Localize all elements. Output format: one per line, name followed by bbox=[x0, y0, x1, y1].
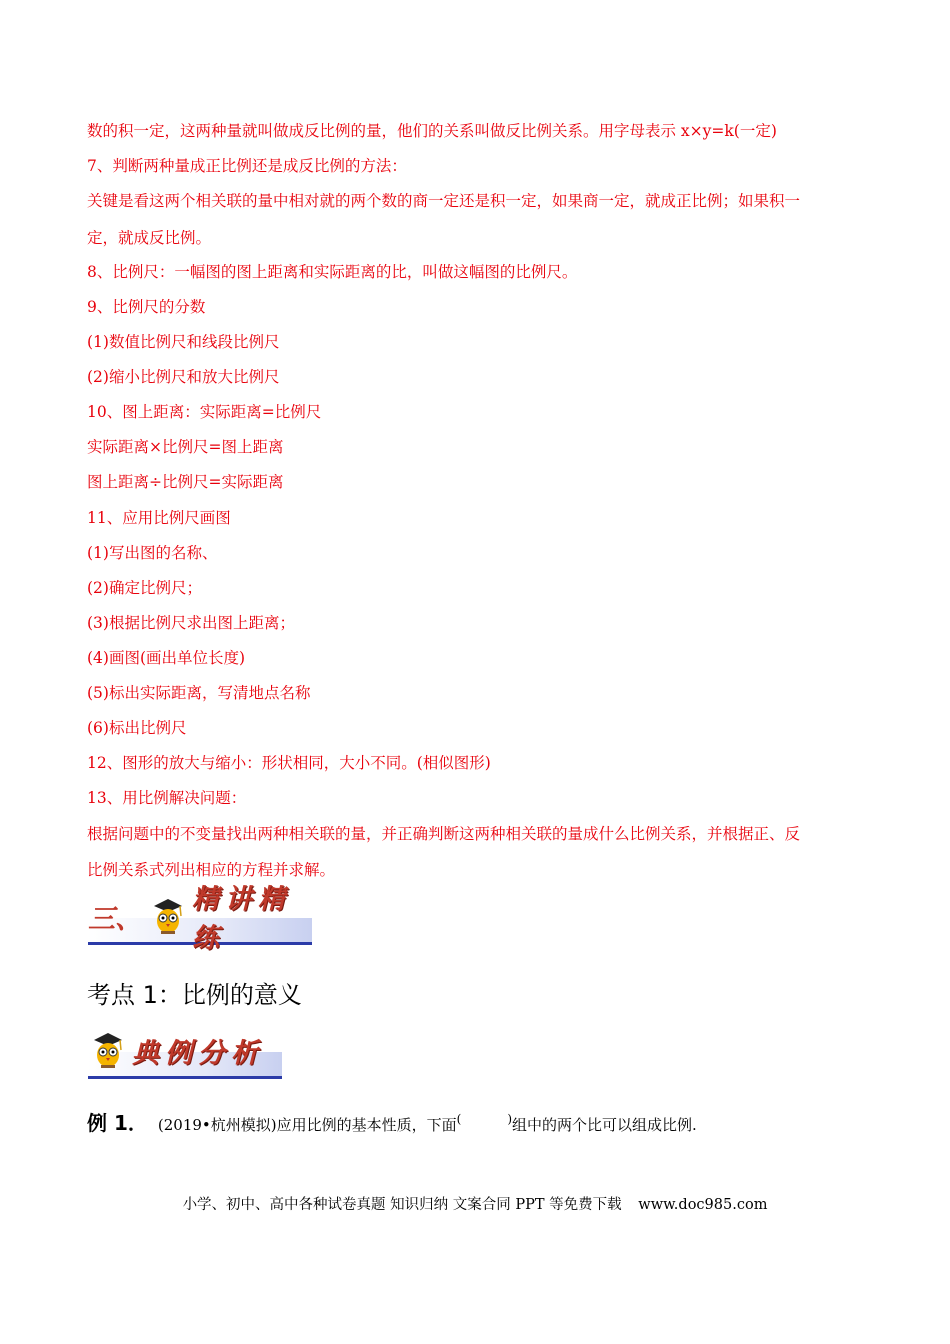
text-line: 关键是看这两个相关联的量中相对就的两个数的商一定还是积一定，如果商一定，就成正比例；如果积一 bbox=[87, 192, 801, 210]
owl-mascot-icon bbox=[88, 1030, 128, 1070]
example-question bbox=[87, 1107, 697, 1136]
text-line: 12、图形的放大与缩小：形状相同，大小不同。(相似图形) bbox=[87, 754, 491, 772]
text-line: (3)根据比例尺求出图上距离； bbox=[87, 614, 295, 632]
answer-paren-open: ( bbox=[456, 1112, 462, 1126]
text-line: (2)确定比例尺； bbox=[87, 579, 202, 597]
text-line: (4)画图(画出单位长度) bbox=[87, 649, 246, 667]
text-line: (5)标出实际距离，写清地点名称 bbox=[87, 684, 311, 702]
banner-title: 精讲精练 bbox=[192, 884, 291, 954]
text-line: 8、比例尺：一幅图的图上距离和实际距离的比，叫做这幅图的比例尺。 bbox=[87, 263, 578, 281]
section-banner-dianli bbox=[88, 1024, 282, 1079]
text-line: 定，就成反比例。 bbox=[87, 229, 212, 247]
footer-url[interactable]: www.doc985.com bbox=[638, 1197, 768, 1213]
text-line: (6)标出比例尺 bbox=[87, 719, 187, 737]
text-line: 7、判断两种量成正比例还是成反比例的方法： bbox=[87, 157, 407, 175]
section-banner-jingjiang bbox=[88, 884, 312, 954]
owl-mascot-icon bbox=[148, 896, 188, 936]
text-line: 13、用比例解决问题： bbox=[87, 789, 247, 807]
text-line: 实际距离×比例尺=图上距离 bbox=[87, 438, 284, 456]
example-text-after: 组中的两个比可以组成比例. bbox=[512, 1116, 697, 1134]
section-heading: 考点 1：比例的意义 bbox=[87, 981, 302, 1009]
footer-text: 小学、初中、高中各种试卷真题 知识归纳 文案合同 PPT 等免费下载 bbox=[182, 1197, 622, 1213]
text-line: (1)数值比例尺和线段比例尺 bbox=[87, 333, 280, 351]
answer-paren-close: ) bbox=[507, 1112, 512, 1126]
page-footer bbox=[0, 1193, 950, 1214]
text-line: 11、应用比例尺画图 bbox=[87, 509, 231, 527]
example-text-before: (2019•杭州模拟)应用比例的基本性质，下面 bbox=[157, 1116, 457, 1134]
text-line: (2)缩小比例尺和放大比例尺 bbox=[87, 368, 280, 386]
banner-title: 典例分析 bbox=[132, 1037, 264, 1069]
text-line: 10、图上距离：实际距离=比例尺 bbox=[87, 403, 322, 421]
banner-number: 三、 bbox=[88, 903, 142, 935]
text-line: 图上距离÷比例尺=实际距离 bbox=[87, 473, 284, 491]
text-line: (1)写出图的名称、 bbox=[87, 544, 218, 562]
text-line: 比例关系式列出相应的方程并求解。 bbox=[87, 861, 336, 879]
text-line: 根据问题中的不变量找出两种相关联的量，并正确判断这两种相关联的量成什么比例关系，并根据正、反 bbox=[87, 825, 801, 843]
text-line: 数的积一定，这两种量就叫做成反比例的量，他们的关系叫做反比例关系。用字母表示 x×y=k(一定) bbox=[87, 122, 777, 140]
text-line: 9、比例尺的分数 bbox=[87, 298, 206, 316]
example-label: 例 1． bbox=[87, 1111, 148, 1135]
